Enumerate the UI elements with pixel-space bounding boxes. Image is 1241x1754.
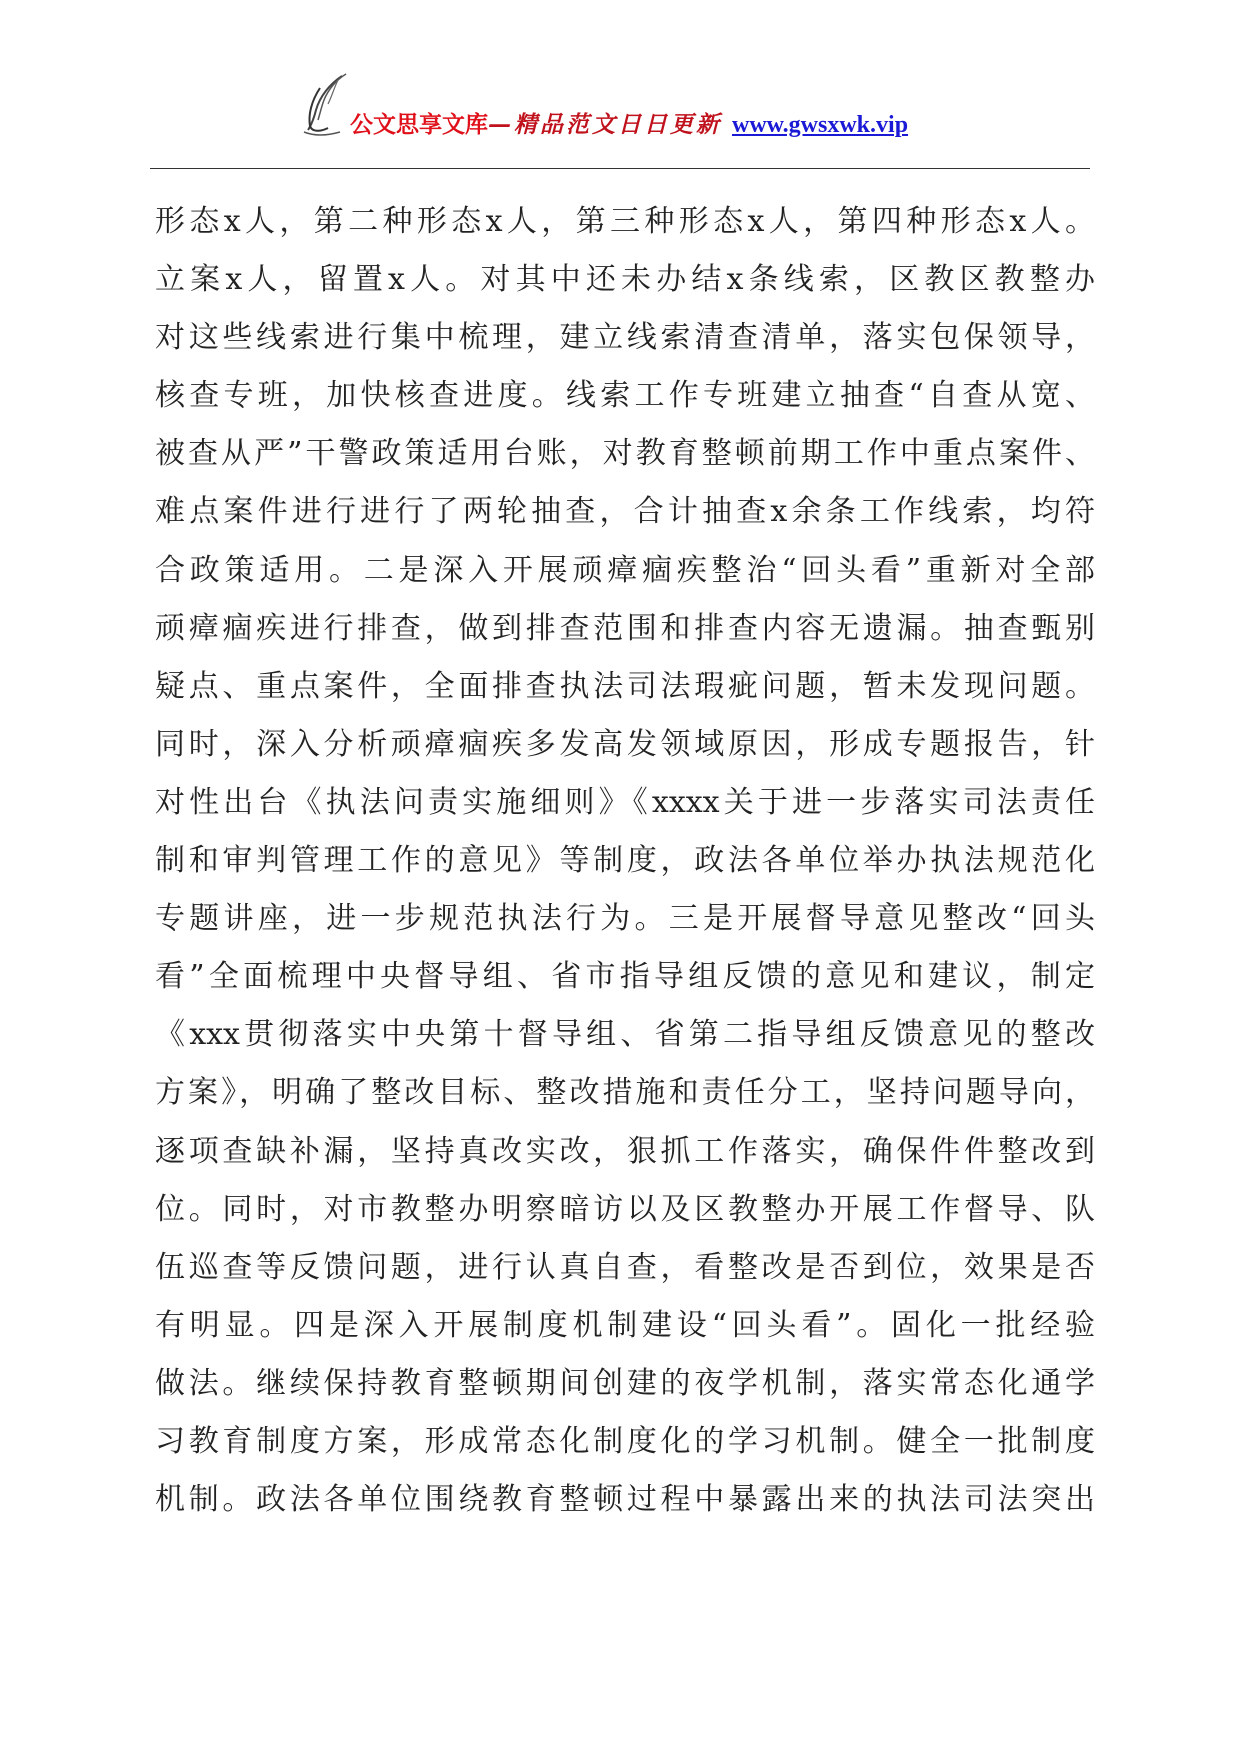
site-url-link[interactable]: www.gwsxwk.vip bbox=[732, 112, 909, 138]
body-line: 看”全面梳理中央督导组、省市指导组反馈的意见和建议，制定 bbox=[155, 959, 1095, 995]
body-line: 被查从严”干警政策适用台账，对教育整顿前期工作中重点案件、 bbox=[155, 436, 1095, 472]
body-line: 方案》，明确了整改目标、整改措施和责任分工，坚持问题导向， bbox=[155, 1075, 1095, 1111]
body-line: 对这些线索进行集中梳理，建立线索清查清单，落实包保领导， bbox=[155, 320, 1095, 356]
header-title bbox=[350, 110, 908, 140]
document-body bbox=[155, 193, 1095, 1529]
body-line: 疑点、重点案件，全面排查执法司法瑕疵问题，暂未发现问题。 bbox=[155, 668, 1095, 704]
body-line: 核查专班，加快核查进度。线索工作专班建立抽查“自查从宽、 bbox=[155, 378, 1095, 414]
body-line: 《xxx贯彻落实中央第十督导组、省第二指导组反馈意见的整改 bbox=[155, 1017, 1095, 1053]
body-line: 伍巡查等反馈问题，进行认真自查，看整改是否到位，效果是否 bbox=[155, 1249, 1095, 1285]
body-line: 习教育制度方案，形成常态化制度化的学习机制。健全一批制度 bbox=[155, 1423, 1095, 1459]
body-line: 位。同时，对市教整办明察暗访以及区教整办开展工作督导、队 bbox=[155, 1191, 1095, 1227]
body-line: 合政策适用。二是深入开展顽瘴痼疾整治“回头看”重新对全部 bbox=[155, 552, 1095, 588]
body-line: 顽瘴痼疾进行排查，做到排查范围和排查内容无遗漏。抽查甄别 bbox=[155, 610, 1095, 646]
site-tagline: —精品范文日日更新 bbox=[488, 111, 722, 138]
body-line: 对性出台《执法问责实施细则》《xxxx关于进一步落实司法责任 bbox=[155, 784, 1095, 820]
header-divider bbox=[150, 168, 1090, 169]
body-line: 难点案件进行进行了两轮抽查，合计抽查x余条工作线索，均符 bbox=[155, 494, 1095, 530]
body-line: 做法。继续保持教育整顿期间创建的夜学机制，落实常态化通学 bbox=[155, 1365, 1095, 1401]
body-line: 专题讲座，进一步规范执法行为。三是开展督导意见整改“回头 bbox=[155, 901, 1095, 937]
body-line: 逐项查缺补漏，坚持真改实改，狠抓工作落实，确保件件整改到 bbox=[155, 1133, 1095, 1169]
body-line: 有明显。四是深入开展制度机制建设“回头看”。固化一批经验 bbox=[155, 1307, 1095, 1343]
body-line: 制和审判管理工作的意见》等制度，政法各单位举办执法规范化 bbox=[155, 843, 1095, 879]
page-header bbox=[150, 60, 1090, 160]
site-name: 公文思享文库 bbox=[350, 111, 488, 138]
body-line: 同时，深入分析顽瘴痼疾多发高发领域原因，形成专题报告，针 bbox=[155, 726, 1095, 762]
body-line: 形态x人，第二种形态x人，第三种形态x人，第四种形态x人。 bbox=[155, 204, 1095, 239]
body-line: 立案x人，留置x人。对其中还未办结x条线索，区教区教整办 bbox=[155, 262, 1095, 298]
body-line: 机制。政法各单位围绕教育整顿过程中暴露出来的执法司法突出 bbox=[155, 1482, 1095, 1518]
